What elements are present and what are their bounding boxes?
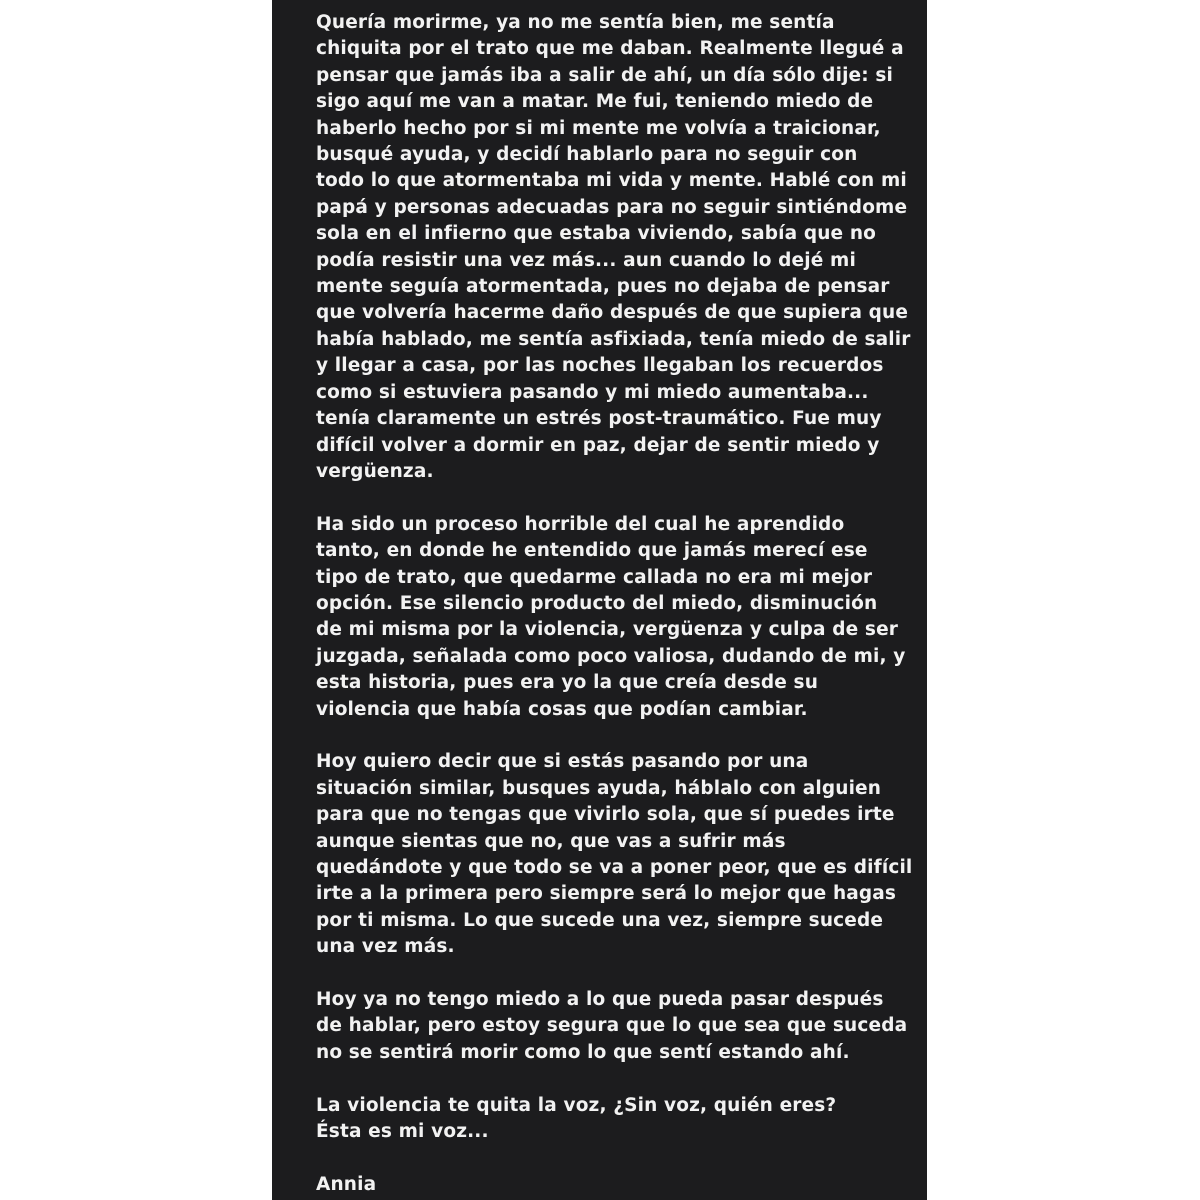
text-line: Quería morirme, ya no me sentía bien, me sentía [316,12,835,33]
text-line: tenía claramente un estrés post-traumático. Fue muy [316,408,882,430]
text-line: por ti misma. Lo que sucede una vez, siempre sucede [316,909,884,931]
text-line: tipo de trato, que quedarme callada no era mi mejor [316,566,873,588]
paragraph-2 [316,512,906,723]
text-line: Ha sido un proceso horrible del cual he aprendido [316,513,845,535]
text-line: de mi misma por la violencia, vergüenza y culpa de ser [316,619,899,641]
text-line: papá y personas adecuadas para no seguir sintiéndome [316,196,908,218]
text-line: Hoy ya no tengo miedo a lo que pueda pasar después [316,988,884,1010]
text-line: tanto, en donde he entendido que jamás merecí ese [316,540,868,562]
text-line: pensar que jamás iba a salir de ahí, un día sólo dije: si [316,64,894,86]
note-text-panel [272,0,927,1200]
text-line: violencia que había cosas que podían cambiar. [316,698,808,720]
text-line: había hablado, me sentía asfixiada, tenía miedo de salir [316,328,911,350]
text-line: como si estuviera pasando y mi miedo aumentaba... [316,381,869,403]
text-line: busqué ayuda, y decidí hablarlo para no seguir con [316,144,858,166]
paragraph-4 [316,987,908,1066]
signature [316,1172,897,1198]
text-line: no se sentirá morir como lo que sentí estando ahí. [316,1041,850,1063]
text-line: situación similar, busques ayuda, háblalo con alguien [316,777,882,799]
text-line: Hoy quiero decir que si estás pasando por una [316,751,809,773]
text-line: esta historia, pues era yo la que creía desde su [316,672,819,694]
text-line: de hablar, pero estoy segura que lo que sea que suceda [316,1015,908,1037]
text-line: que volvería hacerme daño después de que supiera que [316,302,909,324]
text-line: sigo aquí me van a matar. Me fui, teniendo miedo de [316,91,874,113]
paragraph-spacer [316,1066,897,1092]
text-line: una vez más. [316,936,455,958]
text-line: sola en el infierno que estaba viviendo, sabía que no [316,223,876,245]
text-line: irte a la primera pero siempre será lo mejor que hagas [316,883,897,905]
text-line: opción. Ese silencio producto del miedo, disminución [316,592,878,614]
signature-name: Annia [316,1173,377,1195]
text-line: haberlo hecho por si mi mente me volvía a traicionar, [316,117,881,139]
paragraph-spacer [316,1145,897,1171]
text-line: todo lo que atormentaba mi vida y mente. Hablé con mi [316,170,907,192]
paragraph-spacer [316,485,897,511]
text-line: podía resistir una vez más... aun cuando lo dejé mi [316,249,856,271]
text-line: vergüenza. [316,460,434,482]
text-line: chiquita por el trato que me daban. Realmente llegué a [316,38,904,60]
text-line: para que no tengas que vivirlo sola, que sí puedes irte [316,804,895,826]
paragraph-spacer [316,961,897,987]
text-line: quedándote y que todo se va a poner peor, que es difícil [316,856,913,878]
paragraph-3 [316,749,913,960]
text-line: y llegar a casa, por las noches llegaban los recuerdos [316,355,884,377]
paragraph-spacer [316,723,897,749]
text-line: La violencia te quita la voz, ¿Sin voz, quién eres? [316,1094,837,1116]
text-line: aunque sientas que no, que vas a sufrir más [316,830,786,852]
paragraph-5 [316,1093,897,1146]
text-line: difícil volver a dormir en paz, dejar de sentir miedo y [316,434,880,456]
text-line: mente seguía atormentada, pues no dejaba de pensar [316,276,890,298]
text-line: juzgada, señalada como poco valiosa, dudando de mi, y [316,645,906,667]
text-line: Ésta es mi voz... [316,1121,489,1142]
paragraph-1 [316,10,911,485]
